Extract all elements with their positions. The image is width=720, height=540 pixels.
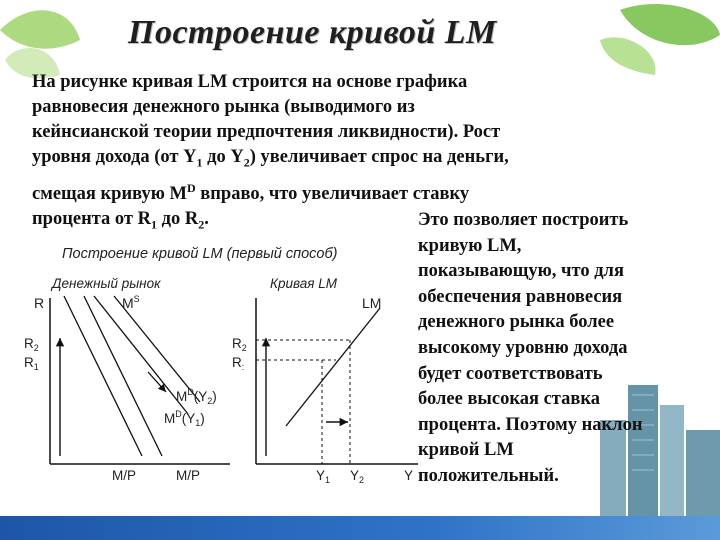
money-market-title: Денежный рынок bbox=[52, 276, 161, 291]
left-r2-label: $R_2$ bbox=[24, 336, 39, 353]
lm-label: LM bbox=[362, 295, 382, 311]
side-line: денежного рынка более bbox=[418, 312, 615, 333]
right-x-axis-label: Y bbox=[404, 468, 414, 483]
right-y1-label: $Y_1$ bbox=[316, 468, 331, 485]
side-line: кривую LM, bbox=[418, 235, 522, 256]
side-line: Это позволяет построить bbox=[418, 210, 629, 230]
side-line: более высокая ставка bbox=[418, 389, 600, 410]
side-paragraph bbox=[418, 208, 698, 490]
side-line: положительный. bbox=[418, 465, 559, 486]
left-r1-label: $R_1$ bbox=[24, 355, 39, 372]
figure-heading: Построение кривой LM (первый способ) bbox=[62, 246, 338, 262]
lm-curve bbox=[286, 308, 380, 426]
right-r1-label: $R_:$ bbox=[232, 355, 245, 372]
left-y-axis-label: R bbox=[34, 295, 45, 311]
side-line: процента. Поэтому наклон bbox=[418, 414, 643, 435]
left-x1-label: M/P bbox=[112, 468, 137, 483]
leaf-top-right-icon bbox=[600, 4, 720, 75]
intro-line: процента от $R_1$ до $R_2$. bbox=[32, 208, 209, 232]
intro-line: уровня дохода (от $Y_1$ до $Y_2$) увеличивает спрос на деньги, bbox=[32, 147, 509, 170]
leaf-top-left-icon bbox=[0, 10, 80, 78]
ms-line-1 bbox=[64, 296, 142, 456]
md-line-1 bbox=[94, 296, 188, 414]
intro-line: смещая кривую $M^D$ вправо, что увеличивает ставку bbox=[32, 180, 470, 204]
side-line: кривой LM bbox=[418, 440, 514, 461]
intro-line: На рисунке кривая LM строится на основе графика bbox=[32, 72, 468, 92]
bottom-accent-bar bbox=[0, 516, 720, 540]
slide-title: Построение кривой LM bbox=[128, 14, 497, 51]
intro-line: равновесия денежного рынка (выводимого из bbox=[32, 97, 415, 117]
side-line: будет соответствовать bbox=[418, 363, 603, 384]
right-r2-label: $R_2$ bbox=[232, 336, 247, 353]
side-line: обеспечения равновесия bbox=[418, 286, 623, 307]
side-line: показывающую, что для bbox=[418, 261, 624, 282]
ms-line-2 bbox=[84, 296, 162, 456]
lm-construction-figure bbox=[24, 236, 420, 496]
side-line: высокому уровню дохода bbox=[418, 337, 628, 358]
ms-label: $M^S$ bbox=[122, 294, 140, 311]
right-y2-label: $Y_2$ bbox=[350, 468, 365, 485]
md1-label: $M^D(Y_1)$ bbox=[164, 409, 205, 428]
lm-panel-title: Кривая LM bbox=[270, 276, 337, 291]
intro-line: кейнсианской теории предпочтения ликвидности). Рост bbox=[32, 122, 501, 142]
left-x2-label: M/P bbox=[176, 468, 201, 483]
md2-label: $M^D(Y_2)$ bbox=[176, 387, 217, 406]
